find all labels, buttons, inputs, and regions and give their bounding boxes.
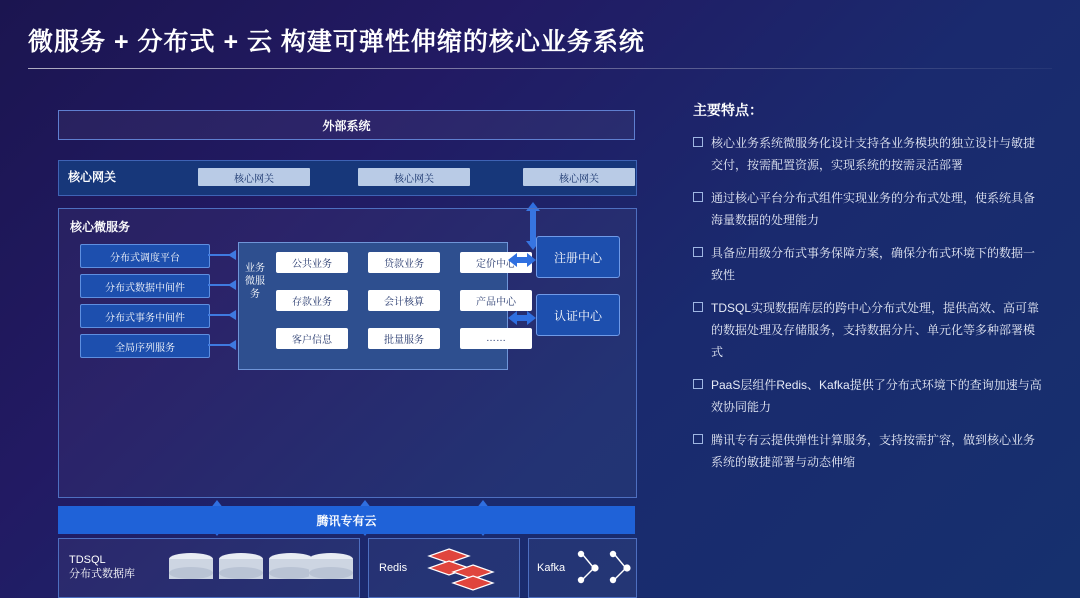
redis-label: Redis (379, 562, 408, 574)
redis-icon (427, 543, 507, 595)
feature-text: 通过核心平台分布式组件实现业务的分布式处理，使系统具备海量数据的处理能力 (711, 191, 1036, 227)
feature-item (693, 187, 1043, 231)
kafka-icon (573, 547, 633, 591)
service-product-center: 产品中心 (460, 290, 532, 311)
service-loan-business: 贷款业务 (368, 252, 440, 273)
service-customer-info: 客户信息 (276, 328, 348, 349)
feature-item (693, 374, 1043, 418)
service-deposit-business: 存款业务 (276, 290, 348, 311)
core-microservice-title: 核心微服务 (70, 220, 131, 234)
connector-arrow-2 (228, 280, 236, 290)
feature-text: 核心业务系统微服务化设计支持各业务模块的独立设计与敏捷交付，按需配置资源，实现系统的按需灵活部署 (711, 136, 1036, 172)
tdsql-box (58, 538, 360, 598)
kafka-label: Kafka (537, 562, 566, 574)
gateway-cell-3: 核心网关 (523, 168, 635, 186)
gateway-cell-2: 核心网关 (358, 168, 470, 186)
tdsql-label-line1: TDSQL (69, 554, 106, 566)
chip-data-middleware: 分布式数据中间件 (80, 274, 210, 298)
feature-item (693, 297, 1043, 363)
page-title: 微服务 + 分布式 + 云 构建可弹性伸缩的核心业务系统 (28, 28, 645, 56)
chip-auth-center: 认证中心 (536, 294, 620, 336)
features-title: 主要特点： (693, 102, 763, 118)
bullet-square-icon (693, 137, 703, 147)
external-system-bar: 外部系统 (58, 110, 635, 140)
service-more: …… (460, 328, 532, 349)
bullet-square-icon (693, 302, 703, 312)
bullet-square-icon (693, 379, 703, 389)
connector-3 (208, 314, 230, 316)
feature-text: PaaS层组件Redis、Kafka提供了分布式环境下的查询加速与高效协同能力 (711, 378, 1042, 414)
gateway-cell-1: 核心网关 (198, 168, 310, 186)
chip-scheduling-platform: 分布式调度平台 (80, 244, 210, 268)
db-cylinder-2 (219, 553, 263, 583)
bullet-square-icon (693, 247, 703, 257)
cloud-bar: 腾讯专有云 (58, 506, 635, 534)
feature-text: 腾讯专有云提供弹性计算服务，支持按需扩容，做到核心业务系统的敏捷部署与动态伸缩 (711, 433, 1036, 469)
connector-2 (208, 284, 230, 286)
feature-item (693, 132, 1043, 176)
title-divider (28, 68, 1052, 69)
gateway-band-title: 核心网关 (68, 170, 117, 184)
service-batch-service: 批量服务 (368, 328, 440, 349)
redis-box (368, 538, 520, 598)
chip-transaction-middleware: 分布式事务中间件 (80, 304, 210, 328)
connector-4 (208, 344, 230, 346)
feature-item (693, 429, 1043, 473)
features-panel (693, 100, 1043, 484)
kafka-box (528, 538, 637, 598)
bullet-square-icon (693, 192, 703, 202)
service-public-business: 公共业务 (276, 252, 348, 273)
architecture-diagram (58, 110, 638, 580)
bullet-square-icon (693, 434, 703, 444)
db-cylinder-3 (269, 553, 313, 583)
service-accounting: 会计核算 (368, 290, 440, 311)
db-cylinder-4 (309, 553, 353, 583)
connector-1 (208, 254, 230, 256)
business-service-label: 业务微服务 (245, 263, 265, 300)
feature-item (693, 242, 1043, 286)
db-cylinder-1 (169, 553, 213, 583)
feature-text: TDSQL实现数据库层的跨中心分布式处理，提供高效、高可靠的数据处理及存储服务，支持数据分片、单元化等多种部署模式 (711, 301, 1040, 359)
arrow-to-registry (508, 253, 536, 267)
connector-arrow-3 (228, 310, 236, 320)
connector-arrow-1 (228, 250, 236, 260)
chip-registry-center: 注册中心 (536, 236, 620, 278)
service-pricing-center: 定价中心 (460, 252, 532, 273)
feature-text: 具备应用级分布式事务保障方案，确保分布式环境下的数据一致性 (711, 246, 1036, 282)
arrow-to-auth (508, 311, 536, 325)
chip-global-sequence: 全局序列服务 (80, 334, 210, 358)
tdsql-label-line2: 分布式数据库 (69, 568, 135, 580)
connector-arrow-4 (228, 340, 236, 350)
data-layer (58, 538, 635, 596)
